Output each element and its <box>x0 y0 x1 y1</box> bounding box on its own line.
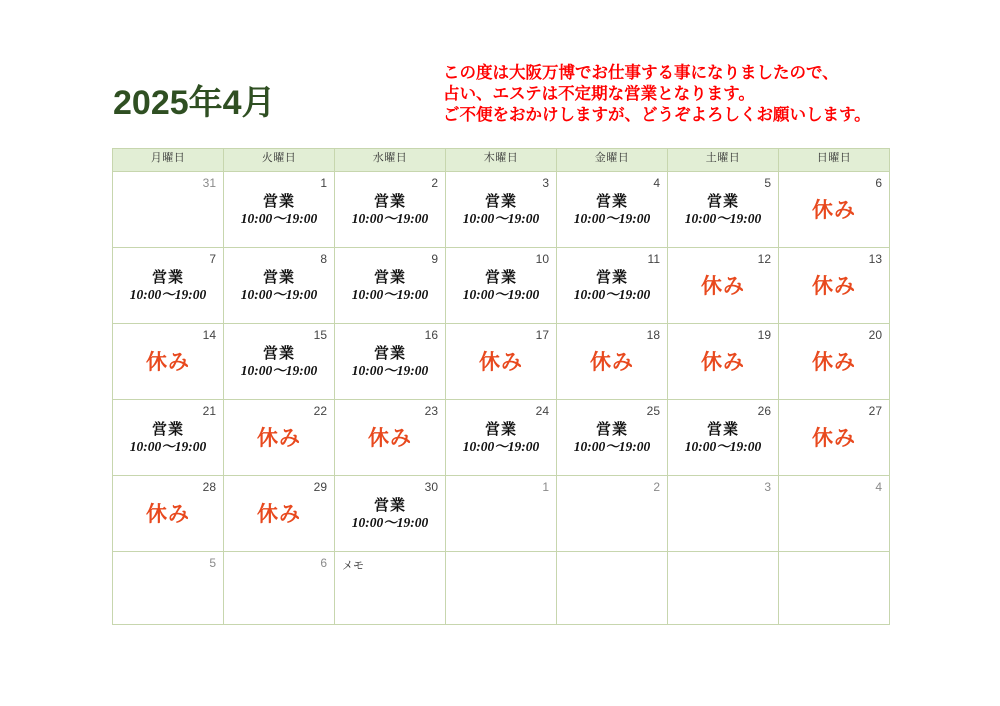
day-status-closed <box>446 346 556 380</box>
calendar-day-cell[interactable] <box>557 172 668 248</box>
calendar-day-cell[interactable] <box>779 324 890 400</box>
open-label: 営業 <box>262 270 295 286</box>
day-status-closed <box>668 346 778 380</box>
open-hours: 10:00～19:00 <box>573 439 651 454</box>
day-number: 11 <box>647 252 660 266</box>
calendar-day-cell[interactable] <box>446 400 557 476</box>
day-status-open <box>224 346 334 379</box>
weekday-header-sat: 土曜日 <box>668 149 779 172</box>
day-status-open <box>224 194 334 227</box>
day-number: 1 <box>542 480 549 494</box>
calendar-day-cell[interactable] <box>668 476 779 552</box>
calendar-day-cell[interactable] <box>446 248 557 324</box>
day-status-closed <box>779 270 889 304</box>
calendar-day-cell[interactable] <box>557 476 668 552</box>
weekday-header-sun: 日曜日 <box>779 149 890 172</box>
closed-label: 休み <box>146 503 190 526</box>
day-number: 28 <box>202 480 216 494</box>
calendar-day-cell[interactable] <box>113 476 224 552</box>
day-number: 1 <box>320 176 327 190</box>
day-number: 31 <box>202 176 216 190</box>
open-hours: 10:00～19:00 <box>351 287 429 302</box>
calendar-day-cell[interactable] <box>557 324 668 400</box>
day-number: 30 <box>424 480 438 494</box>
day-number: 18 <box>646 328 660 342</box>
calendar-day-cell[interactable] <box>335 476 446 552</box>
closed-label: 休み <box>812 351 856 374</box>
day-status-open <box>335 270 445 303</box>
open-label: 営業 <box>484 194 517 210</box>
day-number: 4 <box>875 480 882 494</box>
calendar-day-cell[interactable] <box>446 172 557 248</box>
day-status-closed <box>113 498 223 532</box>
open-hours: 10:00～19:00 <box>129 439 207 454</box>
day-status-closed <box>557 346 667 380</box>
day-status-open <box>446 270 556 303</box>
calendar-day-cell[interactable] <box>779 552 890 625</box>
calendar-day-cell[interactable] <box>224 552 335 625</box>
open-label: 営業 <box>373 346 406 362</box>
calendar-day-cell[interactable] <box>335 400 446 476</box>
day-number: 16 <box>424 328 438 342</box>
day-number: 5 <box>764 176 771 190</box>
day-number: 27 <box>868 404 882 418</box>
open-hours: 10:00～19:00 <box>462 287 540 302</box>
closed-label: 休み <box>701 275 745 298</box>
page-title: 2025年4月 <box>113 84 276 122</box>
weekday-header-wed: 水曜日 <box>335 149 446 172</box>
day-status-open <box>113 270 223 303</box>
calendar-day-cell[interactable] <box>446 552 557 625</box>
weekday-header-mon: 月曜日 <box>113 149 224 172</box>
day-number: 23 <box>424 404 438 418</box>
calendar-day-cell[interactable] <box>668 400 779 476</box>
calendar-table <box>112 148 890 625</box>
day-number: 17 <box>535 328 549 342</box>
calendar-day-cell[interactable] <box>446 324 557 400</box>
closed-label: 休み <box>368 427 412 450</box>
closed-label: 休み <box>701 351 745 374</box>
closed-label: 休み <box>257 427 301 450</box>
calendar-day-cell[interactable] <box>557 552 668 625</box>
calendar-day-cell[interactable] <box>668 552 779 625</box>
open-label: 営業 <box>262 194 295 210</box>
day-number: 4 <box>653 176 660 190</box>
calendar-day-cell[interactable] <box>335 324 446 400</box>
day-status-closed <box>224 422 334 456</box>
day-number: 7 <box>209 252 216 266</box>
day-number: 3 <box>764 480 771 494</box>
open-label: 営業 <box>706 194 739 210</box>
day-status-open <box>113 422 223 455</box>
day-number: 26 <box>757 404 771 418</box>
day-status-open <box>335 194 445 227</box>
calendar-day-cell[interactable] <box>668 248 779 324</box>
open-label: 営業 <box>484 270 517 286</box>
calendar-day-cell[interactable] <box>335 552 446 625</box>
calendar-day-cell[interactable] <box>668 324 779 400</box>
calendar-week-row <box>113 172 890 248</box>
calendar-day-cell[interactable] <box>668 172 779 248</box>
calendar-day-cell[interactable] <box>779 172 890 248</box>
day-number: 8 <box>320 252 327 266</box>
day-number: 10 <box>535 252 549 266</box>
day-number: 22 <box>313 404 327 418</box>
open-label: 営業 <box>373 194 406 210</box>
day-status-open <box>557 270 667 303</box>
day-number: 20 <box>868 328 882 342</box>
calendar-day-cell[interactable] <box>446 476 557 552</box>
calendar-day-cell[interactable] <box>224 324 335 400</box>
calendar-day-cell[interactable] <box>113 324 224 400</box>
open-label: 営業 <box>484 422 517 438</box>
day-status-open <box>557 422 667 455</box>
day-number: 21 <box>202 404 216 418</box>
weekday-header-fri: 金曜日 <box>557 149 668 172</box>
calendar-day-cell[interactable] <box>224 400 335 476</box>
day-status-open <box>335 498 445 531</box>
open-hours: 10:00～19:00 <box>462 439 540 454</box>
day-number: 2 <box>653 480 660 494</box>
day-number: 12 <box>757 252 771 266</box>
notice-block <box>443 62 973 125</box>
calendar-day-cell[interactable] <box>224 172 335 248</box>
open-label: 営業 <box>595 270 628 286</box>
calendar-week-row <box>113 324 890 400</box>
calendar-day-cell[interactable] <box>224 476 335 552</box>
open-label: 営業 <box>706 422 739 438</box>
day-number: 19 <box>757 328 771 342</box>
calendar-week-row <box>113 248 890 324</box>
open-hours: 10:00～19:00 <box>240 287 318 302</box>
day-number: 13 <box>868 252 882 266</box>
open-hours: 10:00～19:00 <box>462 211 540 226</box>
day-status-closed <box>779 422 889 456</box>
day-number: 6 <box>875 176 882 190</box>
day-status-closed <box>113 346 223 380</box>
closed-label: 休み <box>590 351 634 374</box>
day-status-closed <box>779 346 889 380</box>
closed-label: 休み <box>812 199 856 222</box>
closed-label: 休み <box>146 351 190 374</box>
calendar-week-row <box>113 476 890 552</box>
calendar-day-cell[interactable] <box>779 476 890 552</box>
open-hours: 10:00～19:00 <box>684 211 762 226</box>
day-status-open <box>668 422 778 455</box>
weekday-header-tue: 火曜日 <box>224 149 335 172</box>
calendar-day-cell[interactable] <box>113 400 224 476</box>
open-hours: 10:00～19:00 <box>573 211 651 226</box>
day-status-open <box>557 194 667 227</box>
closed-label: 休み <box>257 503 301 526</box>
calendar-day-cell[interactable] <box>557 248 668 324</box>
day-number: 29 <box>313 480 327 494</box>
calendar-day-cell[interactable] <box>779 400 890 476</box>
open-hours: 10:00～19:00 <box>240 211 318 226</box>
notice-line-1: この度は大阪万博でお仕事する事になりましたので、 <box>443 63 839 82</box>
closed-label: 休み <box>812 427 856 450</box>
calendar-day-cell[interactable] <box>224 248 335 324</box>
day-status-closed <box>335 422 445 456</box>
open-label: 営業 <box>151 422 184 438</box>
day-status-open <box>446 194 556 227</box>
open-hours: 10:00～19:00 <box>240 363 318 378</box>
day-status-open <box>668 194 778 227</box>
open-hours: 10:00～19:00 <box>351 515 429 530</box>
calendar-week-row <box>113 552 890 625</box>
day-number: 25 <box>646 404 660 418</box>
open-hours: 10:00～19:00 <box>129 287 207 302</box>
day-number: 5 <box>209 556 216 570</box>
day-number: 3 <box>542 176 549 190</box>
day-status-open <box>224 270 334 303</box>
day-status-closed <box>224 498 334 532</box>
day-number: 15 <box>313 328 327 342</box>
open-hours: 10:00～19:00 <box>351 363 429 378</box>
open-label: 営業 <box>151 270 184 286</box>
calendar-week-row <box>113 400 890 476</box>
weekday-header-thu: 木曜日 <box>446 149 557 172</box>
open-label: 営業 <box>595 422 628 438</box>
calendar-day-cell[interactable] <box>557 400 668 476</box>
day-number: 6 <box>320 556 327 570</box>
closed-label: 休み <box>812 275 856 298</box>
memo-label: メモ <box>342 560 364 572</box>
calendar-day-cell[interactable] <box>113 248 224 324</box>
day-number: 24 <box>535 404 549 418</box>
day-status-closed <box>779 194 889 228</box>
closed-label: 休み <box>479 351 523 374</box>
notice-line-2: 占い、エステは不定期な営業となります。 <box>443 84 755 103</box>
day-status-open <box>335 346 445 379</box>
notice-line-3: ご不便をおかけしますが、どうぞよろしくお願いします。 <box>443 105 871 124</box>
open-hours: 10:00～19:00 <box>684 439 762 454</box>
day-status-open <box>446 422 556 455</box>
open-label: 営業 <box>262 346 295 362</box>
open-label: 営業 <box>595 194 628 210</box>
calendar-day-cell[interactable] <box>335 248 446 324</box>
open-label: 営業 <box>373 498 406 514</box>
day-number: 14 <box>202 328 216 342</box>
open-label: 営業 <box>373 270 406 286</box>
calendar-header-row <box>113 149 890 172</box>
calendar-body <box>113 172 890 625</box>
day-status-closed <box>668 270 778 304</box>
calendar-day-cell[interactable] <box>779 248 890 324</box>
open-hours: 10:00～19:00 <box>351 211 429 226</box>
day-number: 2 <box>431 176 438 190</box>
calendar-day-cell[interactable] <box>335 172 446 248</box>
calendar-day-cell[interactable] <box>113 552 224 625</box>
day-number: 9 <box>431 252 438 266</box>
open-hours: 10:00～19:00 <box>573 287 651 302</box>
calendar-day-cell[interactable] <box>113 172 224 248</box>
